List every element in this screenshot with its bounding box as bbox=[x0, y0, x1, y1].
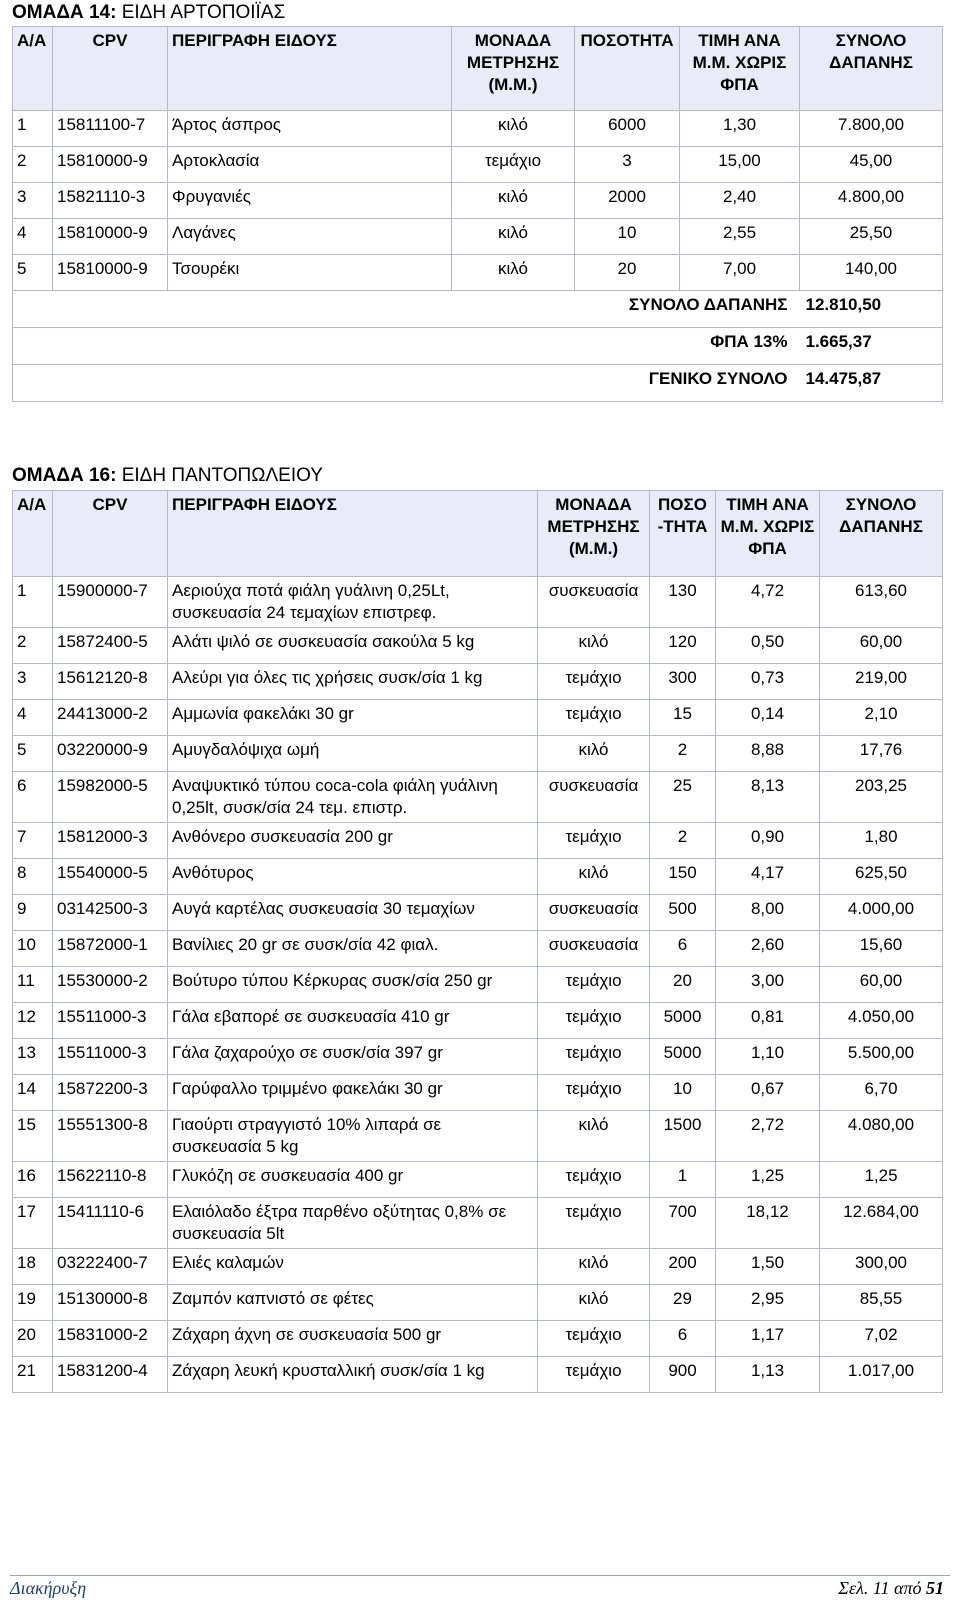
table-row bbox=[13, 1162, 943, 1198]
summary-label: ΓΕΝΙΚΟ ΣΥΝΟΛΟ bbox=[13, 365, 800, 402]
cell-cpv: 15872200-3 bbox=[53, 1075, 168, 1111]
cell-unit: κιλό bbox=[452, 255, 575, 291]
cell-cpv: 15411110-6 bbox=[53, 1198, 168, 1249]
table-row bbox=[13, 1039, 943, 1075]
cell-unit-price: 2,60 bbox=[716, 931, 820, 967]
group16-title-suffix: ΕΙΔΗ ΠΑΝΤΟΠΩΛΕΙΟΥ bbox=[121, 465, 323, 486]
cell-aa: 2 bbox=[13, 147, 53, 183]
footer-document-name: Διακήρυξη bbox=[10, 1578, 87, 1598]
cell-cpv: 15812000-3 bbox=[53, 823, 168, 859]
table-row bbox=[13, 895, 943, 931]
cell-unit-price: 3,00 bbox=[716, 967, 820, 1003]
header-cpv: CPV bbox=[53, 491, 168, 577]
cell-description: Ζαμπόν καπνιστό σε φέτες bbox=[168, 1285, 538, 1321]
table-row bbox=[13, 1198, 943, 1249]
cell-aa: 5 bbox=[13, 255, 53, 291]
cell-unit-price: 1,10 bbox=[716, 1039, 820, 1075]
cell-total: 45,00 bbox=[800, 147, 943, 183]
cell-unit-price: 8,13 bbox=[716, 772, 820, 823]
cell-unit: κιλό bbox=[538, 859, 650, 895]
cell-total: 4.080,00 bbox=[820, 1111, 943, 1162]
cell-description: Γιαούρτι στραγγιστό 10% λιπαρά σε συσκευασία 5 kg bbox=[168, 1111, 538, 1162]
cell-aa: 1 bbox=[13, 577, 53, 628]
cell-quantity: 1 bbox=[650, 1162, 716, 1198]
cell-quantity: 20 bbox=[575, 255, 680, 291]
table-row bbox=[13, 859, 943, 895]
cell-description: Φρυγανιές bbox=[168, 183, 452, 219]
cell-aa: 17 bbox=[13, 1198, 53, 1249]
cell-total: 2,10 bbox=[820, 700, 943, 736]
cell-quantity: 29 bbox=[650, 1285, 716, 1321]
table-row bbox=[13, 219, 943, 255]
cell-cpv: 03222400-7 bbox=[53, 1249, 168, 1285]
cell-total: 203,25 bbox=[820, 772, 943, 823]
header-total-cost: ΣΥΝΟΛΟ ΔΑΠΑΝΗΣ bbox=[820, 491, 943, 577]
cell-cpv: 03220000-9 bbox=[53, 736, 168, 772]
cell-quantity: 300 bbox=[650, 664, 716, 700]
cell-unit-price: 2,72 bbox=[716, 1111, 820, 1162]
cell-unit: συσκευασία bbox=[538, 931, 650, 967]
cell-unit-price: 18,12 bbox=[716, 1198, 820, 1249]
cell-description: Γάλα ζαχαρούχο σε συσκ/σία 397 gr bbox=[168, 1039, 538, 1075]
cell-unit: τεμάχιο bbox=[538, 823, 650, 859]
cell-description: Ελιές καλαμών bbox=[168, 1249, 538, 1285]
cell-total: 140,00 bbox=[800, 255, 943, 291]
cell-aa: 21 bbox=[13, 1357, 53, 1393]
cell-quantity: 3 bbox=[575, 147, 680, 183]
cell-unit: κιλό bbox=[538, 1249, 650, 1285]
cell-quantity: 20 bbox=[650, 967, 716, 1003]
cell-description: Ζάχαρη λευκή κρυσταλλική συσκ/σία 1 kg bbox=[168, 1357, 538, 1393]
cell-unit-price: 8,88 bbox=[716, 736, 820, 772]
table-row bbox=[13, 700, 943, 736]
cell-total: 25,50 bbox=[800, 219, 943, 255]
cell-aa: 10 bbox=[13, 931, 53, 967]
group16-table-body bbox=[13, 577, 943, 1393]
cell-cpv: 15530000-2 bbox=[53, 967, 168, 1003]
cell-cpv: 03142500-3 bbox=[53, 895, 168, 931]
cell-aa: 4 bbox=[13, 700, 53, 736]
header-total-cost: ΣΥΝΟΛΟ ΔΑΠΑΝΗΣ bbox=[800, 27, 943, 111]
table-row bbox=[13, 1285, 943, 1321]
cell-unit: τεμάχιο bbox=[538, 1003, 650, 1039]
cell-aa: 4 bbox=[13, 219, 53, 255]
cell-unit-price: 2,55 bbox=[680, 219, 800, 255]
cell-quantity: 2000 bbox=[575, 183, 680, 219]
cell-quantity: 120 bbox=[650, 628, 716, 664]
summary-value: 14.475,87 bbox=[800, 365, 943, 402]
cell-description: Βούτυρο τύπου Κέρκυρας συσκ/σία 250 gr bbox=[168, 967, 538, 1003]
cell-unit: τεμάχιο bbox=[538, 1075, 650, 1111]
cell-unit: τεμάχιο bbox=[538, 1357, 650, 1393]
group14-summary bbox=[13, 291, 943, 402]
cell-aa: 8 bbox=[13, 859, 53, 895]
cell-description: Αρτοκλασία bbox=[168, 147, 452, 183]
cell-description: Γαρύφαλλο τριμμένο φακελάκι 30 gr bbox=[168, 1075, 538, 1111]
cell-aa: 11 bbox=[13, 967, 53, 1003]
cell-unit-price: 0,50 bbox=[716, 628, 820, 664]
cell-unit-price: 15,00 bbox=[680, 147, 800, 183]
cell-unit-price: 7,00 bbox=[680, 255, 800, 291]
summary-row bbox=[13, 291, 943, 328]
footer-page-prefix: Σελ. 11 από bbox=[838, 1578, 922, 1598]
cell-aa: 3 bbox=[13, 664, 53, 700]
cell-unit: κιλό bbox=[538, 1285, 650, 1321]
cell-aa: 12 bbox=[13, 1003, 53, 1039]
cell-description: Ανθόνερο συσκευασία 200 gr bbox=[168, 823, 538, 859]
group14-table bbox=[12, 26, 943, 402]
cell-unit-price: 2,40 bbox=[680, 183, 800, 219]
cell-total: 12.684,00 bbox=[820, 1198, 943, 1249]
summary-label: ΣΥΝΟΛΟ ΔΑΠΑΝΗΣ bbox=[13, 291, 800, 328]
group16-table bbox=[12, 490, 943, 1393]
summary-label: ΦΠΑ 13% bbox=[13, 328, 800, 365]
cell-unit-price: 0,67 bbox=[716, 1075, 820, 1111]
cell-total: 15,60 bbox=[820, 931, 943, 967]
cell-unit: τεμάχιο bbox=[538, 967, 650, 1003]
header-aa: Α/Α bbox=[13, 491, 53, 577]
table-row bbox=[13, 1003, 943, 1039]
cell-total: 1.017,00 bbox=[820, 1357, 943, 1393]
cell-description: Ανθότυρος bbox=[168, 859, 538, 895]
header-description: ΠΕΡΙΓΡΑΦΗ ΕΙΔΟΥΣ bbox=[168, 491, 538, 577]
cell-quantity: 15 bbox=[650, 700, 716, 736]
cell-unit: τεμάχιο bbox=[538, 1039, 650, 1075]
summary-row bbox=[13, 328, 943, 365]
table-row bbox=[13, 111, 943, 147]
cell-quantity: 6000 bbox=[575, 111, 680, 147]
cell-description: Αλάτι ψιλό σε συσκευασία σακούλα 5 kg bbox=[168, 628, 538, 664]
cell-unit-price: 0,90 bbox=[716, 823, 820, 859]
cell-cpv: 15900000-7 bbox=[53, 577, 168, 628]
cell-aa: 3 bbox=[13, 183, 53, 219]
header-unit: ΜΟΝΑΔΑ ΜΕΤΡΗΣΗΣ (Μ.Μ.) bbox=[538, 491, 650, 577]
cell-quantity: 130 bbox=[650, 577, 716, 628]
cell-quantity: 2 bbox=[650, 823, 716, 859]
cell-quantity: 500 bbox=[650, 895, 716, 931]
cell-quantity: 6 bbox=[650, 1321, 716, 1357]
cell-unit-price: 1,25 bbox=[716, 1162, 820, 1198]
header-quantity: ΠΟΣΟ -ΤΗΤΑ bbox=[650, 491, 716, 577]
cell-unit-price: 0,73 bbox=[716, 664, 820, 700]
group16-title bbox=[12, 465, 323, 487]
cell-total: 60,00 bbox=[820, 628, 943, 664]
cell-quantity: 200 bbox=[650, 1249, 716, 1285]
cell-aa: 20 bbox=[13, 1321, 53, 1357]
cell-cpv: 15551300-8 bbox=[53, 1111, 168, 1162]
cell-unit: συσκευασία bbox=[538, 577, 650, 628]
cell-cpv: 15511000-3 bbox=[53, 1003, 168, 1039]
cell-description: Άρτος άσπρος bbox=[168, 111, 452, 147]
cell-description: Αεριούχα ποτά φιάλη γυάλινη 0,25Lt, συσκευασία 24 τεμαχίων επιστρεφ. bbox=[168, 577, 538, 628]
cell-unit: τεμάχιο bbox=[538, 664, 650, 700]
cell-unit: κιλό bbox=[452, 219, 575, 255]
cell-unit: κιλό bbox=[452, 111, 575, 147]
cell-unit: τεμάχιο bbox=[538, 1321, 650, 1357]
cell-total: 625,50 bbox=[820, 859, 943, 895]
cell-unit: κιλό bbox=[538, 628, 650, 664]
cell-unit: συσκευασία bbox=[538, 895, 650, 931]
group14-header-row bbox=[13, 27, 943, 111]
cell-description: Τσουρέκι bbox=[168, 255, 452, 291]
cell-aa: 7 bbox=[13, 823, 53, 859]
cell-unit: τεμάχιο bbox=[538, 1198, 650, 1249]
table-row bbox=[13, 1075, 943, 1111]
cell-unit-price: 1,17 bbox=[716, 1321, 820, 1357]
summary-row bbox=[13, 365, 943, 402]
cell-cpv: 15811100-7 bbox=[53, 111, 168, 147]
cell-cpv: 15872400-5 bbox=[53, 628, 168, 664]
cell-aa: 14 bbox=[13, 1075, 53, 1111]
cell-total: 17,76 bbox=[820, 736, 943, 772]
header-cpv: CPV bbox=[53, 27, 168, 111]
table-row bbox=[13, 147, 943, 183]
cell-cpv: 15831000-2 bbox=[53, 1321, 168, 1357]
cell-unit: τεμάχιο bbox=[452, 147, 575, 183]
cell-total: 4.000,00 bbox=[820, 895, 943, 931]
cell-total: 300,00 bbox=[820, 1249, 943, 1285]
cell-quantity: 150 bbox=[650, 859, 716, 895]
header-quantity: ΠΟΣΟΤΗΤΑ bbox=[575, 27, 680, 111]
group14-title-prefix: ΟΜΑΔΑ 14: bbox=[12, 2, 117, 23]
cell-cpv: 15810000-9 bbox=[53, 219, 168, 255]
cell-cpv: 15810000-9 bbox=[53, 255, 168, 291]
cell-unit: κιλό bbox=[538, 1111, 650, 1162]
group16-title-prefix: ΟΜΑΔΑ 16: bbox=[12, 465, 117, 486]
cell-cpv: 15982000-5 bbox=[53, 772, 168, 823]
cell-total: 60,00 bbox=[820, 967, 943, 1003]
cell-unit-price: 8,00 bbox=[716, 895, 820, 931]
cell-quantity: 900 bbox=[650, 1357, 716, 1393]
cell-total: 7.800,00 bbox=[800, 111, 943, 147]
page-footer bbox=[0, 1573, 960, 1600]
cell-unit-price: 0,14 bbox=[716, 700, 820, 736]
cell-total: 6,70 bbox=[820, 1075, 943, 1111]
cell-aa: 13 bbox=[13, 1039, 53, 1075]
cell-description: Ζάχαρη άχνη σε συσκευασία 500 gr bbox=[168, 1321, 538, 1357]
cell-total: 85,55 bbox=[820, 1285, 943, 1321]
cell-quantity: 1500 bbox=[650, 1111, 716, 1162]
cell-aa: 9 bbox=[13, 895, 53, 931]
cell-quantity: 2 bbox=[650, 736, 716, 772]
summary-value: 1.665,37 bbox=[800, 328, 943, 365]
table-row bbox=[13, 823, 943, 859]
cell-aa: 18 bbox=[13, 1249, 53, 1285]
cell-description: Αλεύρι για όλες τις χρήσεις συσκ/σία 1 kg bbox=[168, 664, 538, 700]
cell-quantity: 5000 bbox=[650, 1003, 716, 1039]
cell-quantity: 5000 bbox=[650, 1039, 716, 1075]
cell-quantity: 25 bbox=[650, 772, 716, 823]
cell-unit: κιλό bbox=[538, 736, 650, 772]
cell-description: Αναψυκτικό τύπου coca-cola φιάλη γυάλινη 0,25lt, συσκ/σία 24 τεμ. επιστρ. bbox=[168, 772, 538, 823]
cell-aa: 19 bbox=[13, 1285, 53, 1321]
cell-unit: συσκευασία bbox=[538, 772, 650, 823]
table-row bbox=[13, 1111, 943, 1162]
cell-unit: τεμάχιο bbox=[538, 700, 650, 736]
cell-cpv: 15511000-3 bbox=[53, 1039, 168, 1075]
cell-total: 4.050,00 bbox=[820, 1003, 943, 1039]
cell-unit-price: 1,50 bbox=[716, 1249, 820, 1285]
table-row bbox=[13, 255, 943, 291]
group16-header-row bbox=[13, 491, 943, 577]
header-unit-price: ΤΙΜΗ ΑΝΑ Μ.Μ. ΧΩΡΙΣ ΦΠΑ bbox=[716, 491, 820, 577]
cell-aa: 5 bbox=[13, 736, 53, 772]
group14-title-suffix: ΕΙΔΗ ΑΡΤΟΠΟΙΪΑΣ bbox=[121, 2, 286, 23]
cell-description: Γάλα εβαπορέ σε συσκευασία 410 gr bbox=[168, 1003, 538, 1039]
summary-value: 12.810,50 bbox=[800, 291, 943, 328]
cell-description: Ελαιόλαδο έξτρα παρθένο οξύτητας 0,8% σε συσκευασία 5lt bbox=[168, 1198, 538, 1249]
cell-cpv: 24413000-2 bbox=[53, 700, 168, 736]
cell-unit-price: 4,17 bbox=[716, 859, 820, 895]
cell-cpv: 15540000-5 bbox=[53, 859, 168, 895]
cell-total: 5.500,00 bbox=[820, 1039, 943, 1075]
cell-total: 219,00 bbox=[820, 664, 943, 700]
cell-cpv: 15622110-8 bbox=[53, 1162, 168, 1198]
cell-total: 1,80 bbox=[820, 823, 943, 859]
table-row bbox=[13, 183, 943, 219]
header-description: ΠΕΡΙΓΡΑΦΗ ΕΙΔΟΥΣ bbox=[168, 27, 452, 111]
cell-quantity: 10 bbox=[650, 1075, 716, 1111]
table-row bbox=[13, 1357, 943, 1393]
footer-page-number bbox=[838, 1578, 944, 1599]
table-row bbox=[13, 736, 943, 772]
cell-cpv: 15130000-8 bbox=[53, 1285, 168, 1321]
cell-cpv: 15810000-9 bbox=[53, 147, 168, 183]
cell-aa: 2 bbox=[13, 628, 53, 664]
cell-unit-price: 0,81 bbox=[716, 1003, 820, 1039]
cell-unit-price: 4,72 bbox=[716, 577, 820, 628]
cell-quantity: 6 bbox=[650, 931, 716, 967]
cell-quantity: 700 bbox=[650, 1198, 716, 1249]
cell-total: 7,02 bbox=[820, 1321, 943, 1357]
cell-cpv: 15821110-3 bbox=[53, 183, 168, 219]
header-unit-price: ΤΙΜΗ ΑΝΑ Μ.Μ. ΧΩΡΙΣ ΦΠΑ bbox=[680, 27, 800, 111]
cell-description: Αυγά καρτέλας συσκευασία 30 τεμαχίων bbox=[168, 895, 538, 931]
cell-description: Λαγάνες bbox=[168, 219, 452, 255]
cell-total: 1,25 bbox=[820, 1162, 943, 1198]
table-row bbox=[13, 1321, 943, 1357]
cell-total: 613,60 bbox=[820, 577, 943, 628]
table-row bbox=[13, 664, 943, 700]
table-row bbox=[13, 577, 943, 628]
header-aa: Α/Α bbox=[13, 27, 53, 111]
table-row bbox=[13, 628, 943, 664]
cell-aa: 1 bbox=[13, 111, 53, 147]
cell-description: Γλυκόζη σε συσκευασία 400 gr bbox=[168, 1162, 538, 1198]
cell-total: 4.800,00 bbox=[800, 183, 943, 219]
cell-unit: κιλό bbox=[452, 183, 575, 219]
cell-unit-price: 1,13 bbox=[716, 1357, 820, 1393]
cell-aa: 15 bbox=[13, 1111, 53, 1162]
footer-divider bbox=[10, 1575, 950, 1576]
cell-quantity: 10 bbox=[575, 219, 680, 255]
header-unit: ΜΟΝΑΔΑ ΜΕΤΡΗΣΗΣ (Μ.Μ.) bbox=[452, 27, 575, 111]
group14-title bbox=[12, 2, 285, 24]
footer-page-total: 51 bbox=[926, 1578, 944, 1598]
group14-table-body bbox=[13, 111, 943, 291]
cell-cpv: 15612120-8 bbox=[53, 664, 168, 700]
table-row bbox=[13, 772, 943, 823]
cell-unit-price: 2,95 bbox=[716, 1285, 820, 1321]
cell-description: Αμυγδαλόψιχα ωμή bbox=[168, 736, 538, 772]
cell-aa: 16 bbox=[13, 1162, 53, 1198]
cell-description: Βανίλιες 20 gr σε συσκ/σία 42 φιαλ. bbox=[168, 931, 538, 967]
cell-description: Αμμωνία φακελάκι 30 gr bbox=[168, 700, 538, 736]
cell-unit-price: 1,30 bbox=[680, 111, 800, 147]
table-row bbox=[13, 931, 943, 967]
cell-cpv: 15872000-1 bbox=[53, 931, 168, 967]
table-row bbox=[13, 967, 943, 1003]
cell-cpv: 15831200-4 bbox=[53, 1357, 168, 1393]
cell-aa: 6 bbox=[13, 772, 53, 823]
table-row bbox=[13, 1249, 943, 1285]
cell-unit: τεμάχιο bbox=[538, 1162, 650, 1198]
